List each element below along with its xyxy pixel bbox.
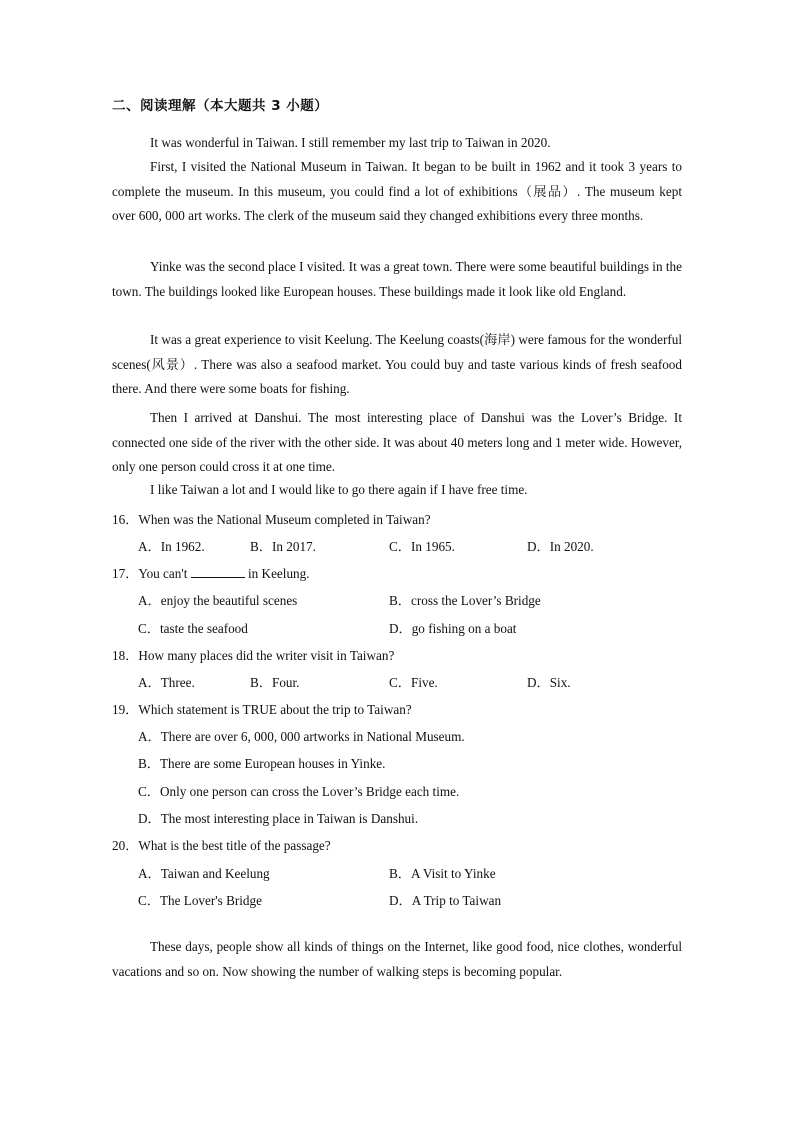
question-20-stem: 20．What is the best title of the passage? [112,838,331,853]
question-20-option-d[interactable]: D．A Trip to Taiwan [389,893,502,908]
paragraph-text: Then I arrived at Danshui. The most interesting place of Danshui was the Lover’s Bridge. It connected one side of the river with the other side. It was about 40 meters long and 1 meter wide. However, only one person could cross it at one time. [112,410,682,474]
question-16-option-c[interactable]: C．In 1965. [389,539,455,554]
question-17-option-d[interactable]: D．go fishing on a boat [389,621,517,636]
question-16-option-d[interactable]: D．In 2020. [527,539,594,554]
question-18-option-d[interactable]: D．Six. [527,675,571,690]
question-19-option-b[interactable]: B．There are some European houses in Yinke. [138,756,386,771]
question-17-option-b[interactable]: B．cross the Lover’s Bridge [389,593,541,608]
passage1-paragraph-6 [112,478,682,503]
question-16-stem: 16．When was the National Museum completed in Taiwan? [112,512,431,527]
passage1-paragraph-4 [112,328,682,402]
passage1-paragraph-2 [112,155,682,229]
question-17-stem-before: 17．You can't [112,566,191,581]
question-17-option-c[interactable]: C．taste the seafood [138,621,248,636]
paragraph-text: It was a great experience to visit Keelung. The Keelung coasts(海岸) were famous for the wonderful scenes(风景）. There was also a seafood market. You could buy and taste various kinds of fresh seafood there. And there were some boats for fishing. [112,332,682,396]
passage1-paragraph-1 [112,131,682,156]
passage2-paragraph-1 [112,935,682,984]
question-17-stem [112,563,310,582]
question-18-option-c[interactable]: C．Five. [389,675,438,690]
question-18-stem: 18．How many places did the writer visit in Taiwan? [112,648,395,663]
question-20-option-a[interactable]: A．Taiwan and Keelung [138,866,270,881]
question-19-stem: 19．Which statement is TRUE about the trip to Taiwan? [112,702,412,717]
paragraph-text: These days, people show all kinds of things on the Internet, like good food, nice clothes, wonderful vacations and so on. Now showing the number of walking steps is becoming popular. [112,939,682,979]
paragraph-text: It was wonderful in Taiwan. I still remember my last trip to Taiwan in 2020. [150,135,551,150]
answer-blank [191,566,245,578]
paragraph-text: First, I visited the National Museum in Taiwan. It began to be built in 1962 and it took 3 years to complete the museum. In this museum, you could find a lot of exhibitions（展品）. The museum kept over 600, 000 art works. The clerk of the museum said they changed exhibitions every three months. [112,159,682,223]
question-19-option-d[interactable]: D．The most interesting place in Taiwan is Danshui. [138,811,419,826]
question-19-option-c[interactable]: C．Only one person can cross the Lover’s Bridge each time. [138,784,460,799]
paragraph-text: I like Taiwan a lot and I would like to go there again if I have free time. [150,482,528,497]
paragraph-text: Yinke was the second place I visited. It was a great town. There were some beautiful buildings in the town. The buildings looked like European houses. These buildings made it look like old England. [112,259,682,299]
question-17-option-a[interactable]: A．enjoy the beautiful scenes [138,593,298,608]
question-17-stem-after: in Keelung. [244,566,310,581]
question-16-option-a[interactable]: A．In 1962. [138,539,205,554]
question-18-option-a[interactable]: A．Three. [138,675,195,690]
passage1-paragraph-3 [112,255,682,304]
question-20-option-c[interactable]: C．The Lover's Bridge [138,893,262,908]
section-title: 二、阅读理解（本大题共 3 小题） [112,98,329,114]
question-20-option-b[interactable]: B．A Visit to Yinke [389,866,496,881]
question-16-option-b[interactable]: B．In 2017. [250,539,316,554]
question-19-option-a[interactable]: A．There are over 6, 000, 000 artworks in National Museum. [138,729,465,744]
question-18-option-b[interactable]: B．Four. [250,675,300,690]
passage1-paragraph-5 [112,406,682,480]
